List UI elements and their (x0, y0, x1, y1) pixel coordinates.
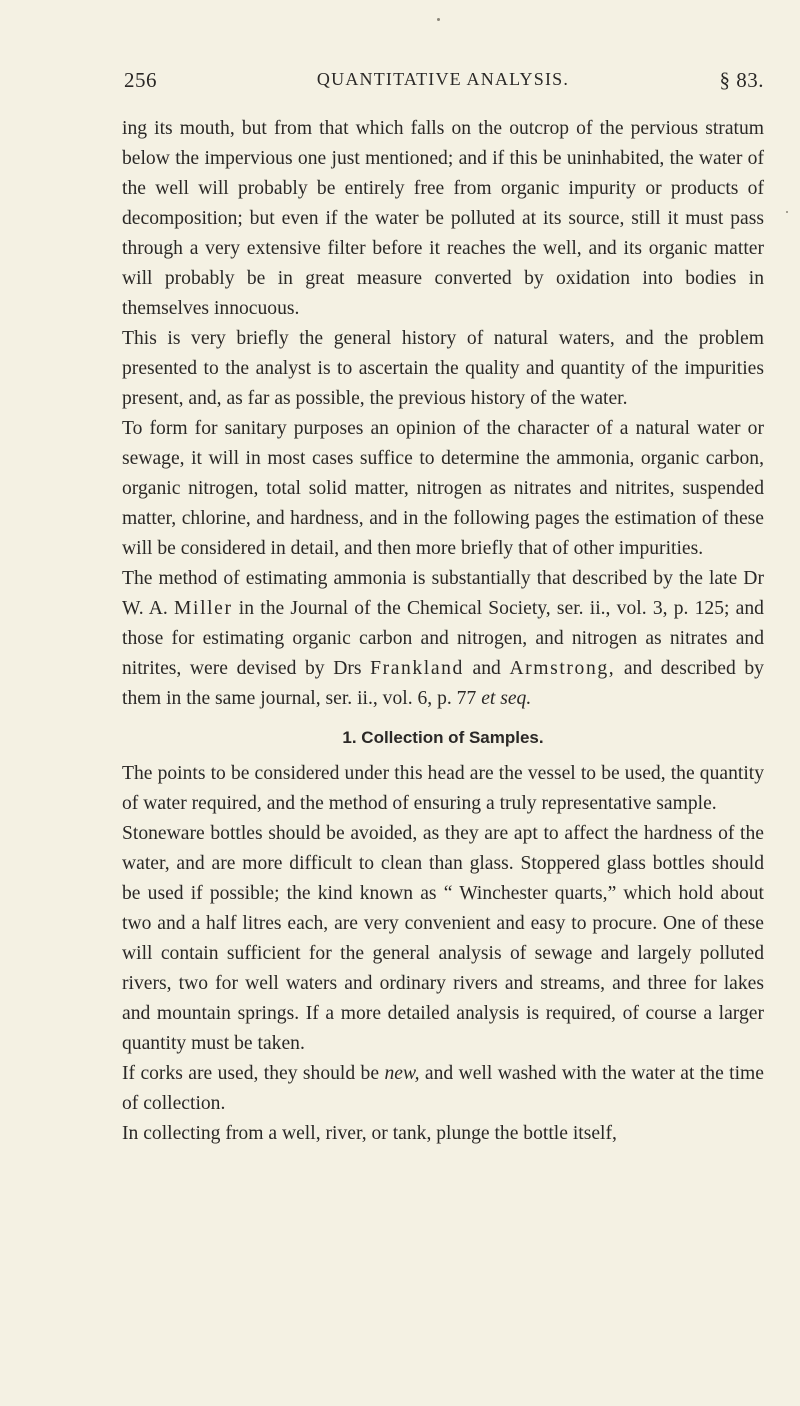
book-page (122, 60, 764, 1360)
author-armstrong: Armstrong, (509, 658, 616, 679)
section-number: § 83. (719, 68, 764, 92)
paragraph-7-text-b: and well washed with the water at the time of collection. (122, 1063, 764, 1114)
author-miller: Miller (174, 598, 233, 619)
paragraph-4 (122, 564, 764, 714)
page-speck (437, 18, 440, 21)
running-header (122, 60, 764, 110)
paragraph-1: ing its mouth, but from that which falls on the outcrop of the pervious stratum below the impervious one just mentioned; and if this be uninhabited, the water of the well will probably be entirely free from organic impurity or products of decomposition; but even if the water be polluted at its source, still it must pass through a very extensive filter before it reaches the well, and its organic matter will probably be in great measure converted by oxidation into bodies in themselves innocuous. (122, 118, 764, 319)
paragraph-4-text-c: and described by them in the same journal, ser. ii., vol. 6, p. 77 (122, 658, 764, 709)
body-text (122, 114, 764, 1149)
paragraph-2: This is very briefly the general history of natural waters, and the problem presented to the analyst is to ascertain the quality and quantity of the impurities present, and, as far as possible, the previous history of the water. (122, 328, 764, 409)
page-number: 256 (124, 68, 157, 92)
paragraph-4-text-b: in the Journal of the Chemical Society, ser. ii., vol. 3, p. 125; and those for estimating organic carbon and nitrogen, and nitrogen as nitrates and nitrites, were devised by Drs (122, 598, 764, 679)
paragraph-6: Stoneware bottles should be avoided, as they are apt to affect the hardness of the water, and are more difficult to clean than glass. Stoppered glass bottles should be used if possible; the kind known as “ Winchester quarts,” which hold about two and a half litres each, are very convenient and easy to procure. One of these will contain sufficient for the general analysis of sewage and largely polluted rivers, two for well waters and ordinary rivers and streams, and three for lakes and mountain springs. If a more detailed analysis is required, of course a larger quantity must be taken. (122, 823, 764, 1054)
paragraph-7 (122, 1059, 764, 1119)
et-seq: et seq. (481, 688, 532, 709)
paragraph-4-and: and (472, 658, 501, 679)
author-frankland: Frankland (370, 658, 464, 679)
paragraph-8: In collecting from a well, river, or tank, plunge the bottle itself, (122, 1123, 617, 1144)
paragraph-4-text-a: The method of estimating ammonia is substantially that described by the late Dr W. A. (122, 568, 764, 619)
paragraph-5: The points to be considered under this head are the vessel to be used, the quantity of water required, and the method of ensuring a truly representative sample. (122, 763, 764, 814)
section-heading: 1. Collection of Samples. (342, 728, 544, 747)
paragraph-7-text-a: If corks are used, they should be (122, 1063, 380, 1084)
paragraph-3: To form for sanitary purposes an opinion of the character of a natural water or sewage, it will in most cases suffice to determine the ammonia, organic carbon, organic nitrogen, total solid matter, nitrogen as nitrates and nitrites, suspended matter, chlorine, and hardness, and in the following pages the estimation of these will be considered in detail, and then more briefly that of other impurities. (122, 418, 764, 559)
emphasis-new: new, (384, 1063, 420, 1084)
running-title: QUANTITATIVE ANALYSIS. (316, 69, 570, 89)
page-speck (786, 211, 788, 213)
